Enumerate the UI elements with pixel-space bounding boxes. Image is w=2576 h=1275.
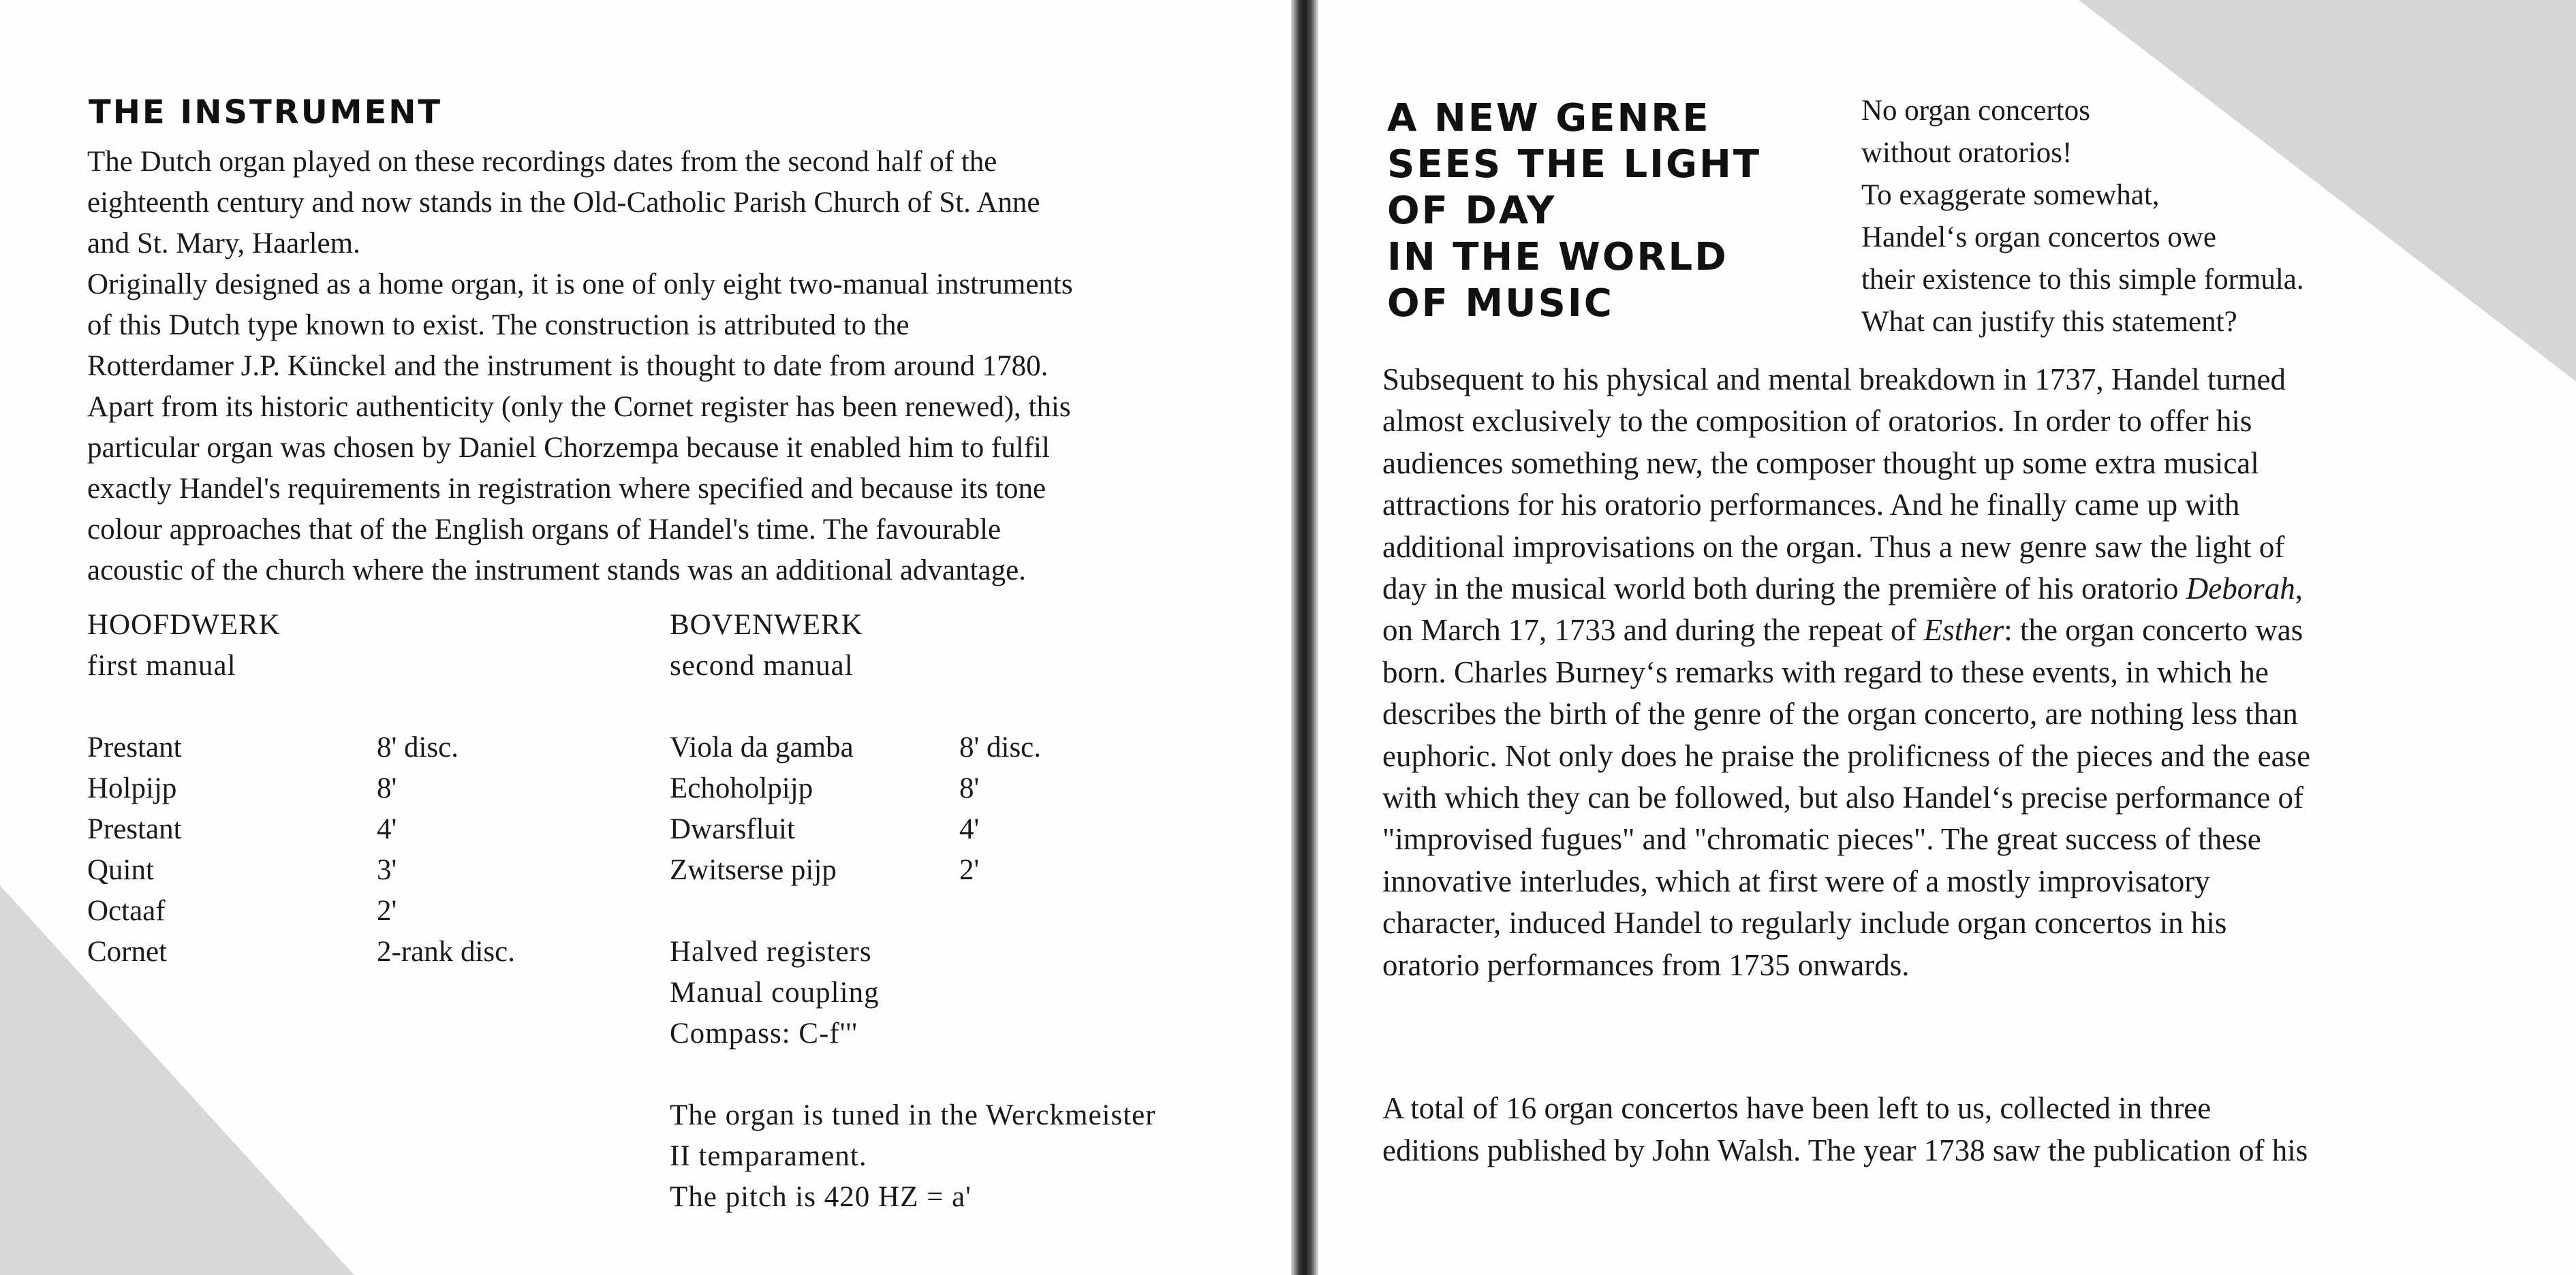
register-value: 4' (959, 813, 980, 845)
register-name: Prestant (87, 731, 182, 764)
register-name: Zwitserse pijp (670, 854, 837, 886)
register-value: 4' (377, 813, 397, 845)
register-row (87, 809, 632, 850)
hoofdwerk-section (87, 605, 632, 973)
genre-intro (1861, 90, 2474, 343)
paragraph-part: Subsequent to his physical and mental breakdown in 1737, Handel turned almost exclusively to the composition of oratorios. In order to offer his audiences something new, the composer thought up some extra musical attractions for his oratorio performances. And he finally came up with additional improvisations on the organ. Thus a new genre saw the light of day in the musical world both during the première of his oratorio (1382, 362, 2286, 606)
tuning-line: The organ is tuned in the Werckmeister (670, 1099, 1156, 1131)
register-name: Cornet (87, 936, 168, 968)
work-title-esther: Esther (1923, 613, 2004, 648)
tuning-line: The pitch is 420 HZ = a' (670, 1181, 972, 1213)
register-row (670, 809, 1283, 850)
register-value: 2' (377, 895, 397, 927)
register-name: Octaaf (87, 895, 166, 927)
intro-line: What can justify this statement? (1861, 306, 2237, 338)
bovenwerk-note: Halved registers (670, 936, 872, 968)
register-value: 8' disc. (959, 731, 1042, 764)
register-value: 8' (959, 772, 980, 804)
register-value: 3' (377, 854, 397, 886)
register-row (87, 768, 632, 809)
register-row (87, 891, 632, 932)
genre-heading-line: OF MUSIC (1387, 281, 1614, 326)
register-value: 8' (377, 772, 397, 804)
intro-line: without oratorios! (1861, 137, 2073, 169)
right-page (1318, 0, 2576, 1275)
paragraph-text (1382, 359, 2568, 986)
paragraph-part: : the organ concerto was born. Charles Burney‘s remarks with regard to these events, in which he describes the birth of the genre of the organ concerto, are nothing less than euphoric. Not only does he praise the prolificness of the pieces and the ease with which they can be followed, but also Handel‘s precise performance of "improvised fugues" and "chromatic pieces". The great success of these innovative interludes, which at first were of a mostly improvisatory character, induced Handel to regularly include organ concertos in his oratorio performances from 1735 onwards. (1382, 613, 2311, 982)
register-row (670, 768, 1283, 809)
intro-line: their existence to this simple formula. (1861, 264, 2304, 296)
genre-heading-line: A NEW GENRE (1387, 96, 1711, 140)
genre-paragraph-2 (1382, 1087, 2568, 1171)
genre-heading-line: IN THE WORLD (1387, 235, 1728, 279)
register-row (87, 850, 632, 891)
hoofdwerk-title: HOOFDWERK (87, 609, 281, 641)
bovenwerk-subtitle: second manual (670, 650, 854, 682)
paragraph-text: A total of 16 organ concertos have been left to us, collected in three editions published by John Walsh. The year 1738 saw the publication of his (1382, 1091, 2308, 1167)
register-name: Viola da gamba (670, 731, 854, 764)
book-spine (1291, 0, 1318, 1275)
bovenwerk-note: Compass: C-f''' (670, 1018, 858, 1050)
register-value: 2-rank disc. (377, 936, 515, 968)
register-row (87, 932, 632, 973)
register-row (87, 727, 632, 768)
tuning-line: II temparament. (670, 1140, 867, 1172)
register-row (670, 727, 1283, 768)
bovenwerk-note: Manual coupling (670, 977, 880, 1009)
bovenwerk-title: BOVENWERK (670, 609, 863, 641)
genre-heading-line: OF DAY (1387, 189, 1557, 233)
hoofdwerk-subtitle: first manual (87, 650, 236, 682)
register-value: 2' (959, 854, 980, 886)
register-name: Quint (87, 854, 154, 886)
register-value: 8' disc. (377, 731, 459, 764)
register-name: Holpijp (87, 772, 177, 804)
paragraph-part: , on March 17, 1733 and during the repeat of (1382, 571, 2303, 648)
register-row (670, 850, 1283, 891)
intro-line: Handel‘s organ concertos owe (1861, 221, 2216, 253)
register-name: Echoholpijp (670, 772, 813, 804)
bovenwerk-section (670, 605, 1283, 1218)
register-name: Prestant (87, 813, 182, 845)
instrument-intro (87, 142, 1286, 591)
genre-heading (1387, 95, 1761, 327)
instrument-intro-text: The Dutch organ played on these recordings dates from the second half of the eighteenth century and now stands in the Old-Catholic Parish Church of St. Anne and St. Mary, Haarlem. Originally designed as a home organ, it is one of only eight two-manual instruments of this Dutch type known to exist. The construction is attributed to the Rotterdamer J.P. Künckel and the instrument is thought to date from around 1780. Apart from its historic authenticity (only the Cornet register has been renewed), this particular organ was chosen by Daniel Chorzempa because it enabled him to fulfil exactly Handel's requirements in registration where specified and because its tone colour approaches that of the English organs of Handel's time. The favourable acoustic of the church where the instrument stands was an additional advantage. (87, 146, 1073, 586)
register-name: Dwarsfluit (670, 813, 795, 845)
work-title-deborah: Deborah (2186, 571, 2295, 606)
genre-heading-line: SEES THE LIGHT (1387, 142, 1762, 187)
genre-paragraph-1 (1382, 359, 2568, 986)
instrument-heading: THE INSTRUMENT (89, 93, 443, 131)
intro-line: No organ concertos (1861, 95, 2090, 127)
intro-line: To exaggerate somewhat, (1861, 179, 2160, 211)
